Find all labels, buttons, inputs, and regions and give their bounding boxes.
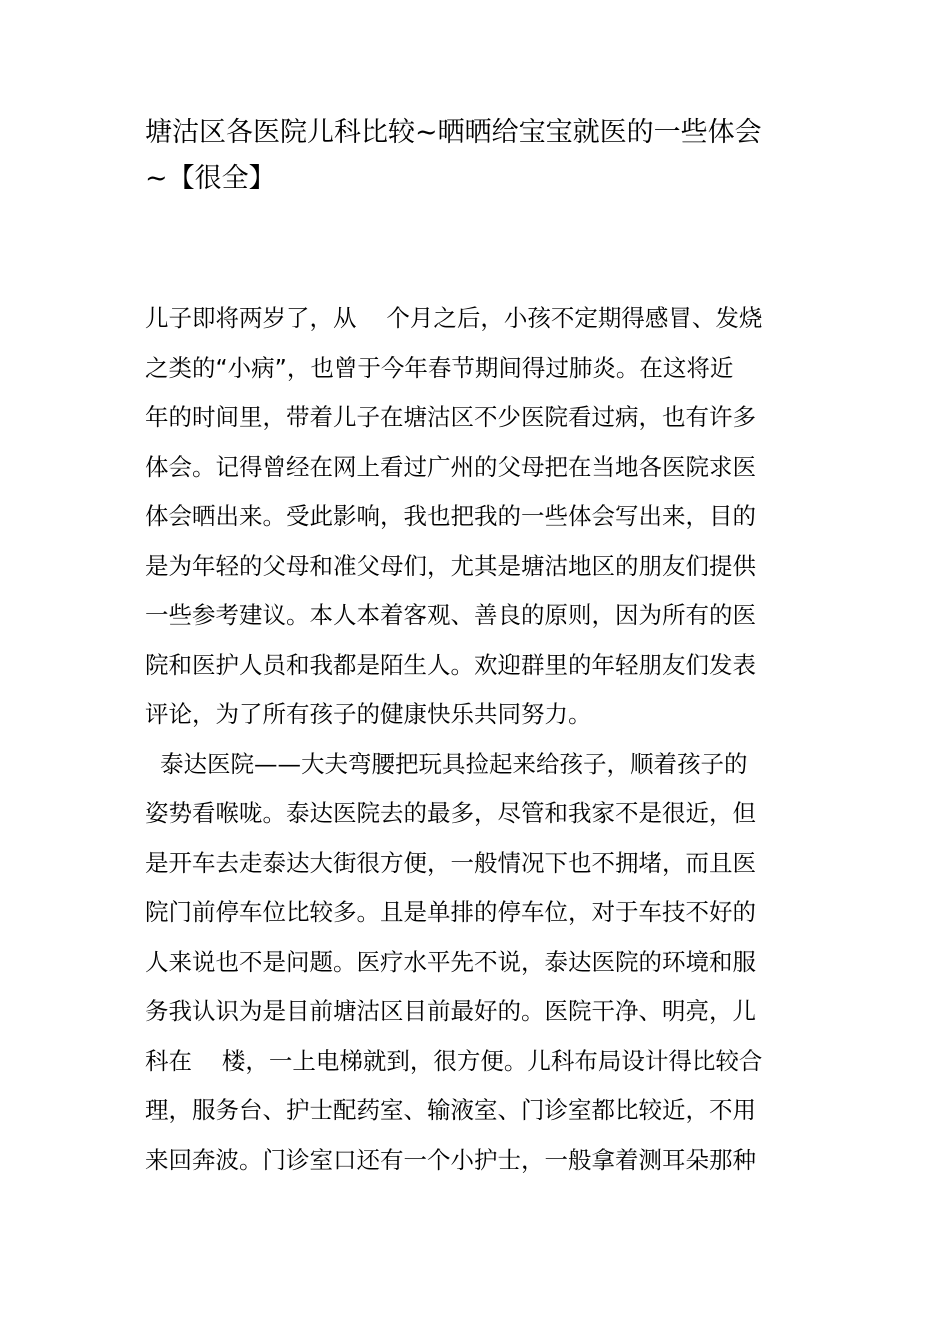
body-line: 体会。记得曾经在网上看过广州的父母把在当地各医院求医: [145, 452, 756, 481]
body-line: 一些参考建议。本人本着客观、善良的原则，因为所有的医: [145, 601, 756, 629]
body-line: 是为年轻的父母和准父母们，尤其是塘沽地区的朋友们提供: [145, 551, 756, 580]
body-line: 来回奔波。门诊室口还有一个小护士，一般拿着测耳朵那种: [145, 1145, 756, 1174]
body-line: 务我认识为是目前塘沽区目前最好的。医院干净、明亮，儿: [145, 997, 756, 1025]
document-title: [145, 110, 815, 202]
body-line: 姿势看喉咙。泰达医院去的最多，尽管和我家不是很近，但: [145, 799, 756, 827]
document-body: [145, 294, 815, 1185]
body-line: 科在 楼，一上电梯就到，很方便。儿科布局设计得比较合: [145, 1046, 763, 1075]
body-line: 体会晒出来。受此影响，我也把我的一些体会写出来，目的: [145, 502, 756, 530]
body-line: 理，服务台、护士配药室、输液室、门诊室都比较近，不用: [145, 1096, 756, 1124]
body-line: 院门前停车位比较多。且是单排的停车位，对于车技不好的: [145, 898, 756, 926]
body-line: 院和医护人员和我都是陌生人。欢迎群里的年轻朋友们发表: [145, 650, 756, 679]
body-line: 儿子即将两岁了，从 个月之后，小孩不定期得感冒、发烧: [145, 304, 763, 332]
body-line: 之类的“小病”，也曾于今年春节期间得过肺炎。在这将近: [145, 353, 734, 382]
body-line: 人来说也不是问题。医疗水平先不说，泰达医院的环境和服: [145, 947, 756, 976]
body-line: 年的时间里，带着儿子在塘沽区不少医院看过病，也有许多: [145, 403, 756, 431]
title-line-2: ~【很全】: [145, 163, 276, 194]
body-line: 泰达医院——大夫弯腰把玩具捡起来给孩子，顺着孩子的: [145, 749, 748, 778]
body-line: 评论，为了所有孩子的健康快乐共同努力。: [145, 700, 592, 728]
body-line: 是开车去走泰达大街很方便，一般情况下也不拥堵，而且医: [145, 848, 756, 877]
title-line-1: 塘沽区各医院儿科比较~晒晒给宝宝就医的一些体会: [145, 117, 762, 148]
